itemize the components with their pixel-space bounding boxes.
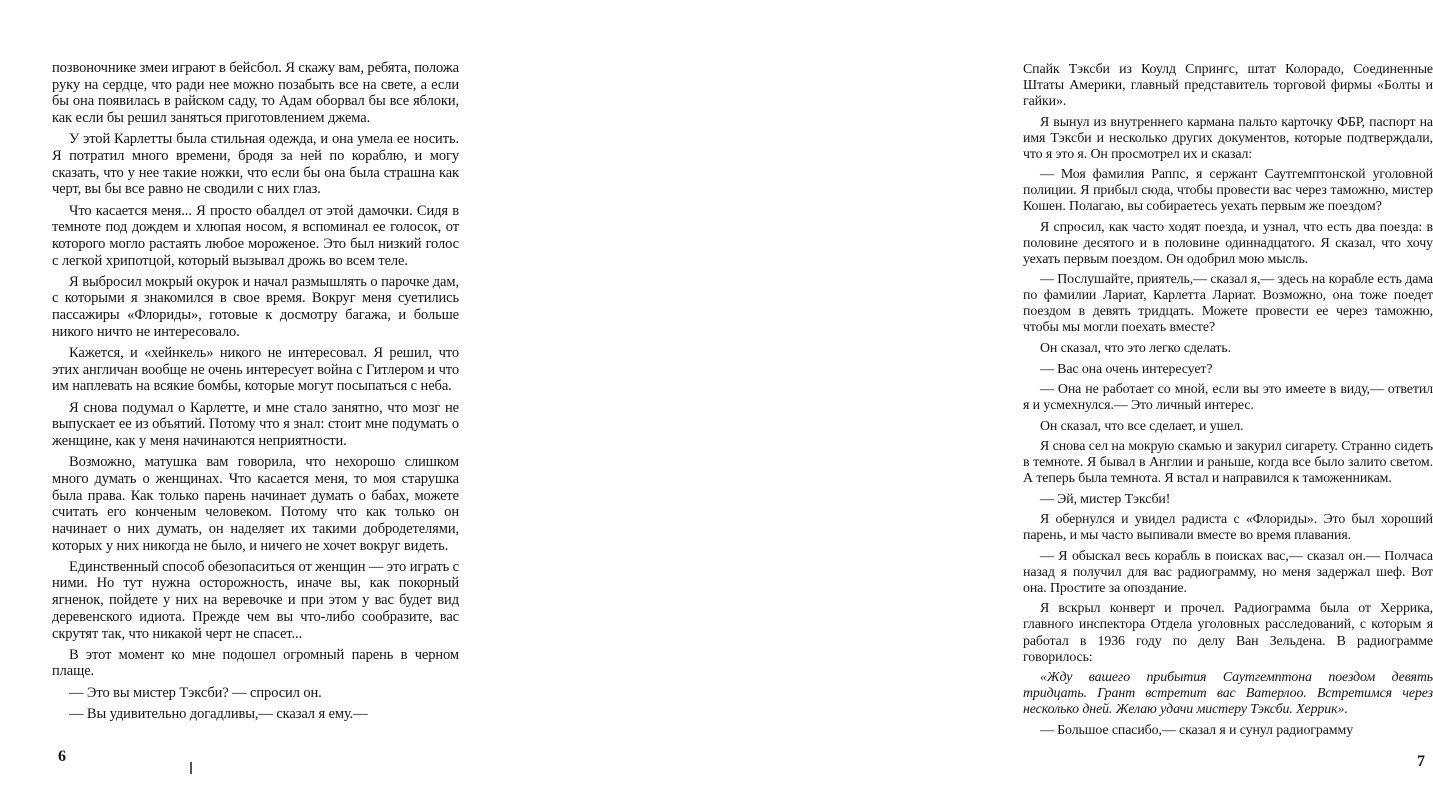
- right-page: [488, 0, 1433, 800]
- paragraph: — Вас она очень интересует?: [1040, 361, 1213, 377]
- paragraph: Я выбросил мокрый окурок и начал размышлять о парочке дам, с которыми я знакомился в свое время. Вокруг меня суетились пассажиры «Флориды», готовые к досмотру багажа, и больше никого ничто не интересовало.: [52, 273, 459, 340]
- paragraph: Он сказал, что все сделает, и ушел.: [1040, 418, 1244, 434]
- paragraph: Что касается меня... Я просто обалдел от этой дамочки. Сидя в темноте под дождем и хлюпая носом, я вспоминал ее голосок, от которого могло растаять любое мороженое. Это был низкий голос с легкой хрипотцой, который вызывал дрожь во всем теле.: [52, 202, 459, 269]
- print-mark: [190, 762, 192, 774]
- paragraph: — Послушайте, приятель,— сказал я,— здесь на корабле есть дама по фамилии Лариат, Карлетта Лариат. Возможно, она тоже поедет поездом в девять тридцать. Можете провести ее через таможню, чтобы мы могли поехать вместе?: [1023, 272, 1433, 336]
- paragraph: — Большое спасибо,— сказал я и сунул радиограмму: [1040, 722, 1354, 738]
- paragraph: В этот момент ко мне подошел огромный парень в черном плаще.: [52, 646, 459, 680]
- paragraph: позвоночнике змеи играют в бейсбол. Я скажу вам, ребята, положа руку на сердце, что ради нее можно позабыть все на свете, а если бы она появилась в райском саду, то Адам оборвал бы все яблоки, как если бы решил заняться приготовлением джема.: [52, 60, 459, 127]
- page-number-left: 6: [58, 748, 66, 765]
- paragraph: — Я обыскал весь корабль в поисках вас,— сказал он.— Полчаса назад я получил для вас радиограмму, но меня задержал шеф. Вот она. Простите за опоздание.: [1023, 548, 1433, 596]
- paragraph: Он сказал, что это легко сделать.: [1040, 341, 1231, 356]
- paragraph: Я спросил, как часто ходят поезда, и узнал, что есть два поезда: в половине десятого и в половине одиннадцатого. Я сказал, что хочу уехать первым поездом. Он одобрил мою мысль.: [1023, 219, 1433, 267]
- paragraph: Возможно, матушка вам говорила, что нехорошо слишком много думать о женщинах. Что касается меня, то моя старушка была права. Как только парень начинает думать о бабах, можете считать его конченым человеком. Потому что как только он начинает о них думать, он наделяет их такими добродетелями, которых у них никогда не было, и ничего не хочет вокруг видеть.: [52, 454, 459, 554]
- paragraph: Спайк Тэксби из Коулд Спрингс, штат Колорадо, Соединенные Штаты Америки, главный представитель торговой фирмы «Болты и гайки».: [1023, 62, 1433, 110]
- paragraph: Я вскрыл конверт и прочел. Радиограмма была от Херрика, главного инспектора Отдела уголовных расследований, с которым я работал в 1936 году по делу Ван Зельдена. В радиограмме говорилось:: [1023, 601, 1433, 665]
- right-page-text-column: [1023, 62, 1433, 743]
- paragraph: У этой Карлетты была стильная одежда, и она умела ее носить. Я потратил много времени, бродя за ней по кораблю, и могу сказать, что у нее такие ножки, что если бы она была страшна как черт, вы бы все равно не сводили с них глаз.: [52, 131, 459, 198]
- radiogram-text: «Жду вашего прибытия Саутгемптона поездом девять тридцать. Грант встретит вас Ватерлоо. Встретимся через несколько дней. Желаю удачи мистеру Тэксби. Херрик».: [1023, 670, 1433, 718]
- paragraph: — Вы удивительно догадливы,— сказал я ему.—: [69, 705, 368, 722]
- page-number-right: 7: [1417, 753, 1425, 770]
- paragraph: Я снова сел на мокрую скамью и закурил сигарету. Странно сидеть в темноте. Я бывал в Англии и раньше, когда все было залито светом. А теперь была темнота. Я встал и направился к таможенникам.: [1023, 439, 1433, 487]
- paragraph: Кажется, и «хейнкель» никого не интересовал. Я решил, что этих англичан вообще не очень интересует война с Гитлером и что им наплевать на всякие бомбы, которые могут посыпаться с неба.: [52, 345, 459, 395]
- paragraph: Я снова подумал о Карлетте, и мне стало занятно, что мозг не выпускает ее из объятий. Потому что я знал: стоит мне подумать о женщине, как у меня начинаются неприятности.: [52, 399, 459, 449]
- paragraph: — Это вы мистер Тэксби? — спросил он.: [69, 684, 322, 701]
- paragraph: Единственный способ обезопаситься от женщин — это играть с ними. Но тут нужна осторожность, иначе вы, как покорный ягненок, пойдете у них на веревочке и при этом у вас будет вид деревенского идиота. Прежде чем вы что-либо сообразите, вас скрутят так, что никакой черт не спасет...: [52, 558, 459, 642]
- paragraph: Я вынул из внутреннего кармана пальто карточку ФБР, паспорт на имя Тэксби и несколько других документов, которые подтверждали, что я это я. Он просмотрел их и сказал:: [1023, 114, 1433, 162]
- paragraph: — Она не работает со мной, если вы это имеете в виду,— ответил я и усмехнулся.— Это личный интерес.: [1023, 382, 1433, 414]
- left-page: [0, 0, 488, 800]
- paragraph: — Эй, мистер Тэксби!: [1040, 491, 1171, 507]
- paragraph: — Моя фамилия Раппс, я сержант Саутгемптонской уголовной полиции. Я прибыл сюда, чтобы провести вас через таможню, мистер Кошен. Полагаю, вы собираетесь уехать первым же поездом?: [1023, 167, 1433, 215]
- paragraph: Я обернулся и увидел радиста с «Флориды». Это был хороший парень, и мы часто выпивали вместе во время плавания.: [1023, 512, 1433, 544]
- left-page-text-column: [52, 60, 459, 727]
